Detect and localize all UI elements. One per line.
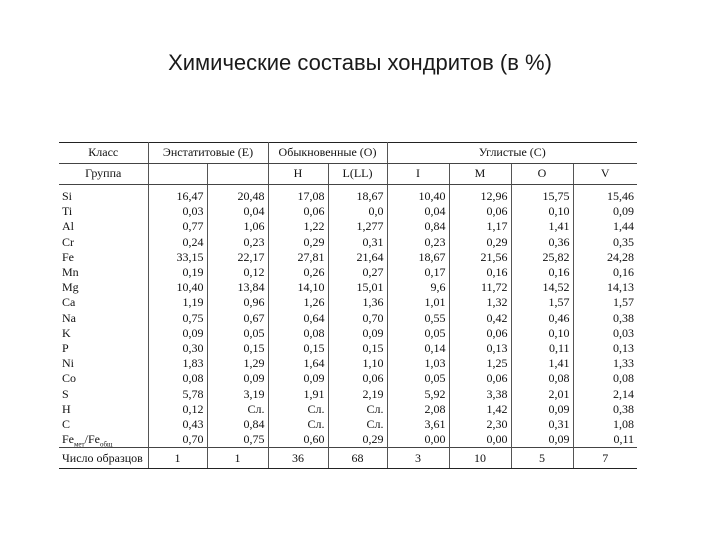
sample-count-cell: 68 — [328, 448, 387, 469]
value-cell: 0,06 — [449, 371, 511, 386]
element-label — [59, 432, 148, 448]
value-cell: 1,25 — [449, 356, 511, 371]
sample-count-cell: 1 — [207, 448, 268, 469]
group-header-carbonaceous: Углистые (C) — [387, 143, 637, 164]
page-title: Химические составы хондритов (в %) — [168, 50, 552, 75]
sample-count-cell: 1 — [148, 448, 207, 469]
fe-label-sub-met: мет — [74, 440, 85, 448]
value-cell: 0,19 — [148, 265, 207, 280]
value-cell: 1,44 — [613, 219, 634, 234]
value-cell: 0,12 — [148, 402, 207, 417]
table-row — [59, 417, 637, 432]
sample-count-cell: 5 — [511, 448, 573, 469]
element-label: Ca — [59, 295, 148, 310]
table-row — [59, 311, 637, 326]
value-cell: 1,41 — [511, 219, 573, 234]
element-label: S — [59, 387, 148, 402]
subgroup-e2 — [207, 164, 268, 185]
fe-label-main: Fe — [62, 432, 74, 447]
table-row — [59, 341, 637, 356]
value-cell: 2,19 — [328, 387, 387, 402]
value-cell: 0,05 — [387, 371, 449, 386]
value-cell: 0,16 — [511, 265, 573, 280]
value-cell: 0,38 — [613, 401, 634, 416]
value-cell: 17,08 — [268, 185, 328, 205]
table-row — [59, 371, 637, 386]
value-cell: 0,16 — [449, 265, 511, 280]
value-cell: 1,32 — [449, 295, 511, 310]
value-cell: 0,23 — [207, 235, 268, 250]
value-cell: 14,10 — [268, 280, 328, 295]
value-cell: 0,14 — [387, 341, 449, 356]
value-cell: 0,38 — [613, 310, 634, 325]
value-cell: 13,84 — [207, 280, 268, 295]
value-cell: 1,08 — [613, 417, 634, 432]
value-cell: 0,15 — [207, 341, 268, 356]
element-label: Ti — [59, 204, 148, 219]
value-cell: 0,70 — [328, 311, 387, 326]
value-cell: 5,78 — [148, 387, 207, 402]
value-cell: 1,17 — [449, 219, 511, 234]
value-cell: 15,46 — [607, 189, 634, 203]
header-row-group — [59, 164, 637, 185]
value-cell: 0,00 — [449, 432, 511, 448]
table-row — [59, 295, 637, 310]
element-label: Al — [59, 219, 148, 234]
value-cell: 0,43 — [148, 417, 207, 432]
element-label: Mn — [59, 265, 148, 280]
value-cell: 33,15 — [148, 250, 207, 265]
value-cell: 0,05 — [207, 326, 268, 341]
value-cell: 2,30 — [449, 417, 511, 432]
fe-label-sep: /Fe — [84, 432, 100, 447]
value-cell: 1,57 — [511, 295, 573, 310]
value-cell: 0,55 — [387, 311, 449, 326]
value-cell: 1,33 — [613, 356, 634, 371]
element-label: P — [59, 341, 148, 356]
sample-count-cell: 3 — [387, 448, 449, 469]
element-label: Cr — [59, 235, 148, 250]
table-row — [59, 265, 637, 280]
value-cell: 0,00 — [387, 432, 449, 448]
value-cell: 18,67 — [387, 250, 449, 265]
value-cell: Сл. — [268, 417, 328, 432]
value-cell: Сл. — [207, 402, 268, 417]
element-label: Na — [59, 311, 148, 326]
value-cell: 0,77 — [148, 219, 207, 234]
subgroup-l-ll: L(LL) — [328, 164, 387, 185]
value-cell: 18,67 — [328, 185, 387, 205]
value-cell: 0,08 — [511, 371, 573, 386]
value-cell: 22,17 — [207, 250, 268, 265]
value-cell: 0,16 — [613, 265, 634, 280]
value-cell: 0,08 — [613, 371, 634, 386]
value-cell: 14,52 — [511, 280, 573, 295]
value-cell: 3,61 — [387, 417, 449, 432]
table-row — [59, 402, 637, 417]
sample-count-cell: 7 — [573, 448, 637, 469]
value-cell: 0,09 — [207, 371, 268, 386]
class-header: Класс — [59, 143, 148, 164]
value-cell: 1,29 — [207, 356, 268, 371]
value-cell: 0,15 — [268, 341, 328, 356]
value-cell: 1,19 — [148, 295, 207, 310]
value-cell: 11,72 — [449, 280, 511, 295]
value-cell: 1,22 — [268, 219, 328, 234]
element-label: H — [59, 402, 148, 417]
value-cell: 1,03 — [387, 356, 449, 371]
element-label: Mg — [59, 280, 148, 295]
value-cell: 0,11 — [511, 341, 573, 356]
value-cell: 12,96 — [449, 185, 511, 205]
sample-count-cell: 36 — [268, 448, 328, 469]
table-row — [59, 185, 637, 205]
value-cell: 0,03 — [148, 204, 207, 219]
value-cell: 0,09 — [328, 326, 387, 341]
value-cell: 1,26 — [268, 295, 328, 310]
table-row — [59, 280, 637, 295]
value-cell: 14,13 — [607, 280, 634, 295]
group-header-enstatite: Энстатитовые (E) — [148, 143, 268, 164]
group-header-ordinary: Обыкновенные (O) — [268, 143, 387, 164]
value-cell: 21,64 — [328, 250, 387, 265]
value-cell: 3,19 — [207, 387, 268, 402]
value-cell: 2,08 — [387, 402, 449, 417]
value-cell: 1,64 — [268, 356, 328, 371]
table-row — [59, 235, 637, 250]
value-cell: 0,17 — [387, 265, 449, 280]
value-cell: 0,36 — [511, 235, 573, 250]
value-cell: 1,277 — [328, 219, 387, 234]
value-cell: 5,92 — [387, 387, 449, 402]
value-cell: 0,0 — [328, 204, 387, 219]
value-cell: 1,83 — [148, 356, 207, 371]
value-cell: 0,42 — [449, 311, 511, 326]
value-cell: 0,08 — [148, 371, 207, 386]
value-cell: 21,56 — [449, 250, 511, 265]
value-cell: 0,04 — [387, 204, 449, 219]
value-cell: 2,01 — [511, 387, 573, 402]
subgroup-o: O — [511, 164, 573, 185]
subgroup-h: H — [268, 164, 328, 185]
subgroup-v: V — [573, 164, 637, 185]
group-header: Группа — [59, 164, 148, 185]
value-cell: 0,06 — [268, 204, 328, 219]
value-cell: 0,46 — [511, 311, 573, 326]
value-cell: 0,09 — [148, 326, 207, 341]
element-label: K — [59, 326, 148, 341]
value-cell: 24,28 — [607, 249, 634, 264]
value-cell: 1,36 — [328, 295, 387, 310]
value-cell: 0,29 — [328, 432, 387, 448]
value-cell: 0,13 — [449, 341, 511, 356]
value-cell: 0,09 — [613, 204, 634, 219]
element-label: Ni — [59, 356, 148, 371]
chondrite-composition-table — [59, 142, 637, 469]
value-cell: 0,10 — [511, 326, 573, 341]
element-label: Fe — [59, 250, 148, 265]
value-cell: 0,35 — [613, 234, 634, 249]
value-cell: 1,42 — [449, 402, 511, 417]
value-cell: 15,01 — [328, 280, 387, 295]
value-cell: 0,06 — [449, 326, 511, 341]
value-cell: Сл. — [268, 402, 328, 417]
value-cell: 0,27 — [328, 265, 387, 280]
subgroup-e1 — [148, 164, 207, 185]
value-cell: 0,08 — [268, 326, 328, 341]
value-cell: 0,31 — [511, 417, 573, 432]
value-cell: 16,47 — [148, 185, 207, 205]
element-label: C — [59, 417, 148, 432]
value-cell: 0,67 — [207, 311, 268, 326]
value-cell: 1,10 — [328, 356, 387, 371]
table-row — [59, 432, 637, 448]
value-cell: 0,75 — [148, 311, 207, 326]
value-cell: 10,40 — [387, 185, 449, 205]
value-cell: 0,09 — [511, 432, 573, 448]
value-cell: 3,38 — [449, 387, 511, 402]
header-row-class — [59, 143, 637, 164]
value-cell: 0,09 — [268, 371, 328, 386]
value-cell: 1,41 — [511, 356, 573, 371]
subgroup-i: I — [387, 164, 449, 185]
subgroup-m: M — [449, 164, 511, 185]
value-cell: 0,06 — [449, 204, 511, 219]
element-label: Si — [59, 185, 148, 205]
value-cell: 0,70 — [148, 432, 207, 448]
value-cell: 0,10 — [511, 204, 573, 219]
sample-count-row — [59, 448, 637, 469]
value-cell: 0,04 — [207, 204, 268, 219]
value-cell: 0,15 — [328, 341, 387, 356]
value-cell: 1,91 — [268, 387, 328, 402]
element-label: Co — [59, 371, 148, 386]
value-cell: 0,03 — [613, 325, 634, 340]
value-cell: 0,60 — [268, 432, 328, 448]
value-cell: Сл. — [328, 402, 387, 417]
value-cell: 20,48 — [207, 185, 268, 205]
value-cell: 0,05 — [387, 326, 449, 341]
fe-label-sub-total: общ — [99, 440, 113, 448]
value-cell: 1,01 — [387, 295, 449, 310]
value-cell: 0,12 — [207, 265, 268, 280]
value-cell: 0,13 — [613, 341, 634, 356]
value-cell: 0,11 — [613, 432, 634, 447]
table-row — [59, 204, 637, 219]
value-cell: 0,26 — [268, 265, 328, 280]
value-cell: 10,40 — [148, 280, 207, 295]
table-row — [59, 250, 637, 265]
value-cell: 0,96 — [207, 295, 268, 310]
table-row — [59, 356, 637, 371]
value-cell: 9,6 — [387, 280, 449, 295]
value-cell: 25,82 — [511, 250, 573, 265]
table-row — [59, 326, 637, 341]
sample-count-cell: 10 — [449, 448, 511, 469]
value-cell: 0,29 — [268, 235, 328, 250]
value-cell: 0,84 — [207, 417, 268, 432]
value-cell: 2,14 — [613, 386, 634, 401]
value-cell: 0,24 — [148, 235, 207, 250]
value-cell: 0,31 — [328, 235, 387, 250]
value-cell: 1,57 — [613, 295, 634, 310]
value-cell: 0,84 — [387, 219, 449, 234]
value-cell: 0,06 — [328, 371, 387, 386]
table-row — [59, 387, 637, 402]
sample-count-label: Число образцов — [59, 448, 148, 469]
value-cell: 0,23 — [387, 235, 449, 250]
value-cell: 15,75 — [511, 185, 573, 205]
value-cell: 0,30 — [148, 341, 207, 356]
value-cell: 0,64 — [268, 311, 328, 326]
value-cell: 1,06 — [207, 219, 268, 234]
value-cell: 0,09 — [511, 402, 573, 417]
value-cell: 0,29 — [449, 235, 511, 250]
value-cell: 0,75 — [207, 432, 268, 448]
table-row — [59, 219, 637, 234]
value-cell: Сл. — [328, 417, 387, 432]
value-cell: 27,81 — [268, 250, 328, 265]
